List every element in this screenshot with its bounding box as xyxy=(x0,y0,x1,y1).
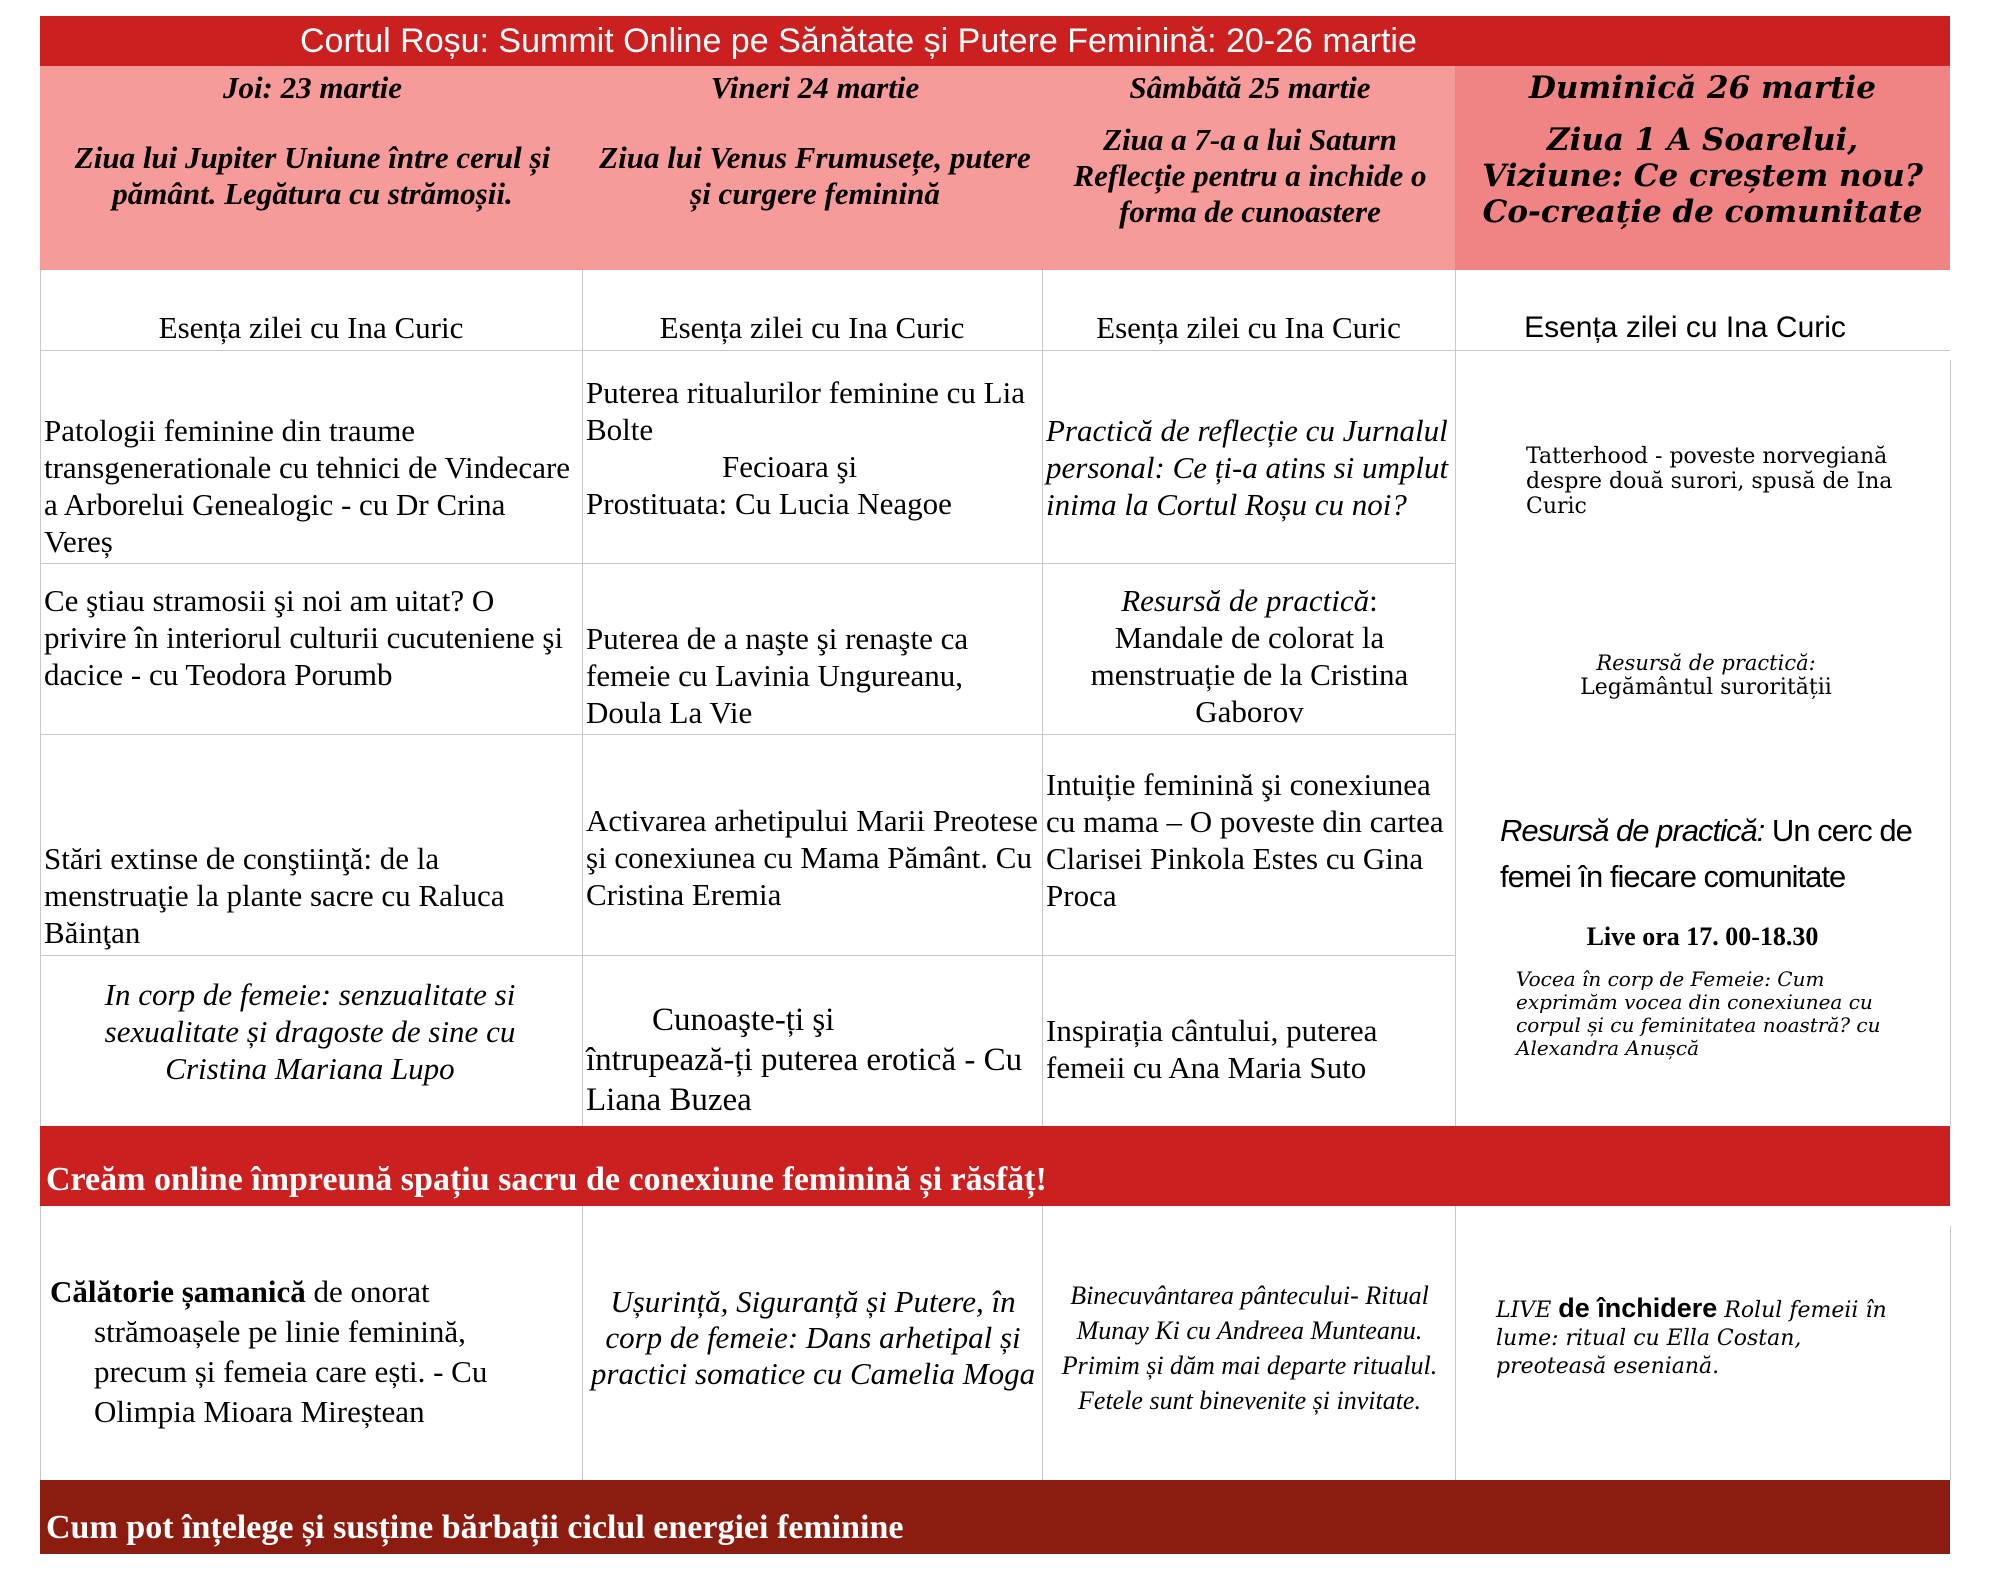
session-cerc-de-femei xyxy=(1500,808,1930,900)
session-text: Rolul femeii în lume: ritual cu Ella Costan, preoteasă eseniană. xyxy=(1496,1298,1887,1379)
session-tatterhood: Tatterhood - poveste norvegiană despre două surori, spusă de Ina Curic xyxy=(1526,444,1893,519)
session-legamantul-surorității xyxy=(1496,652,1916,700)
grid-line xyxy=(40,1206,41,1480)
session-gina-proca: Intuiție feminină şi conexiunea cu mama – O poveste din cartea Clarisei Pinkola Estes cu Gina Proca xyxy=(1046,767,1444,913)
grid-line xyxy=(40,350,1950,351)
day-header-sunday xyxy=(1455,66,1950,270)
live-time: Live ora 17. 00-18.30 xyxy=(1586,922,1819,951)
session-olimpia-mirestean xyxy=(50,1272,550,1432)
session-jurnal-personal: Practică de reflecție cu Jurnalul personal: Ce ți-a atins si umplut inima la Cortul Roșu cu noi? xyxy=(1046,413,1449,522)
session-text: : xyxy=(1369,583,1378,618)
resource-label: Resursă de practică: xyxy=(1500,813,1765,848)
session-text: de onorat strămoașele pe linie feminină, precum și femeia care ești. - Cu Olimpia Mioara Mireștean xyxy=(94,1274,488,1429)
grid-line xyxy=(40,955,1455,956)
session-cristina-eremia: Activarea arhetipului Marii Preotese şi conexiunea cu Mama Pământ. Cu Cristina Eremia xyxy=(586,803,1038,912)
banner-men-support: Cum pot înțelege și susține bărbații ciclul energiei feminine xyxy=(40,1480,1950,1554)
day-header-saturday xyxy=(1045,66,1455,270)
grid-line xyxy=(40,563,1455,564)
session-text: Mandale de colorat la menstruație de la Cristina Gaborov xyxy=(1090,620,1409,729)
session-title: de închidere xyxy=(1558,1293,1718,1323)
session-text: Prostituata: Cu Lucia Neagoe xyxy=(586,486,952,521)
session-ana-maria-suto: Inspirația cântului, puterea femeii cu Ana Maria Suto xyxy=(1046,1013,1378,1085)
session-lia-bolte-lucia-neagoe xyxy=(586,374,1040,522)
day-theme: Ziua 1 A Soarelui, Viziune: Ce creștem nou? Co-creație de comunitate xyxy=(1482,122,1923,230)
day-label: Duminică 26 martie xyxy=(1528,70,1877,106)
grid-line xyxy=(1455,270,1456,1126)
page-title: Cortul Roșu: Summit Online pe Sănătate și Putere Feminină: 20-26 martie xyxy=(40,16,1950,66)
day-header-thursday xyxy=(40,66,585,270)
resource-label: Resursă de practică: xyxy=(1596,651,1816,675)
day-theme: Ziua lui Venus Frumusețe, putere și curgere feminină xyxy=(599,140,1031,211)
essence-saturday: Esența zilei cu Ina Curic xyxy=(1096,310,1401,345)
session-cristina-lupo: In corp de femeie: senzualitate si sexualitate și dragoste de sine cu Cristina Mariana Lupo xyxy=(104,977,516,1086)
session-text: Cunoaşte-ți şi xyxy=(652,1002,835,1038)
resource-label: Resursă de practică xyxy=(1121,583,1370,618)
essence-sunday: Esența zilei cu Ina Curic xyxy=(1524,311,1846,344)
grid-line xyxy=(1950,360,1951,1126)
essence-friday: Esența zilei cu Ina Curic xyxy=(659,310,965,345)
session-text: întrupează-ți puterea erotică - Cu Liana Buzea xyxy=(586,1042,1023,1118)
grid-line xyxy=(582,1206,583,1480)
session-text: Fecioara şi xyxy=(722,449,858,484)
grid-line xyxy=(40,270,41,1126)
session-text: Un cerc de femei în fiecare comunitate xyxy=(1500,813,1912,894)
day-label: Vineri 24 martie xyxy=(710,70,920,105)
session-title: Călătorie șamanică xyxy=(50,1274,306,1309)
grid-line xyxy=(1950,1226,1951,1480)
session-lavinia-ungureanu: Puterea de a naşte şi renaşte ca femeie cu Lavinia Ungureanu, Doula La Vie xyxy=(586,621,969,730)
grid-line xyxy=(582,270,583,1126)
session-liana-buzea xyxy=(586,1000,1040,1120)
session-teodora-porumb: Ce ştiau stramosii şi noi am uitat? O privire în interiorul culturii cucuteniene şi dacice - cu Teodora Porumb xyxy=(44,583,564,692)
day-theme: Ziua a 7-a a lui Saturn Reflecție pentru a inchide o forma de cunoastere xyxy=(1073,122,1427,229)
session-ella-costan xyxy=(1496,1294,1916,1383)
essence-thursday: Esența zilei cu Ina Curic xyxy=(158,310,464,345)
session-text: Legământul surorității xyxy=(1580,675,1832,700)
day-theme: Ziua lui Jupiter Uniune între cerul și pământ. Legătura cu strămoșii. xyxy=(74,140,551,211)
session-raluca-baintan: Stări extinse de conştiinţă: de la menstruaţie la plante sacre cu Raluca Băinţan xyxy=(44,841,505,950)
day-label: Joi: 23 martie xyxy=(222,70,403,105)
session-crina-veres: Patologii feminine din traume transgenerationale cu tehnici de Vindecare a Arborelui Genealogic - cu Dr Crina Vereș xyxy=(44,413,571,559)
grid-line xyxy=(1042,270,1043,1126)
session-text: Puterea ritualurilor feminine cu Lia Bolte xyxy=(586,375,1025,447)
session-mandale-cristina-gaborov xyxy=(1046,582,1453,730)
grid-line xyxy=(40,734,1455,735)
live-label: LIVE xyxy=(1496,1298,1559,1323)
session-camelia-moga: Ușurință, Siguranță și Putere, în corp de femeie: Dans arhetipal și practici somatice cu Camelia Moga xyxy=(590,1284,1036,1391)
session-andreea-munteanu: Binecuvântarea pântecului- Ritual Munay Ki cu Andreea Munteanu. Primim și dăm mai departe ritualul. Fetele sunt binevenite și invitate. xyxy=(1061,1281,1438,1415)
session-alexandra-anusca: Vocea în corp de Femeie: Cum exprimăm vocea din conexiunea cu corpul și cu feminitatea noastră? cu Alexandra Anușcă xyxy=(1516,967,1881,1060)
grid-line xyxy=(1455,1206,1456,1480)
day-header-friday xyxy=(585,66,1045,270)
day-label: Sâmbătă 25 martie xyxy=(1129,70,1371,105)
grid-line xyxy=(1042,1206,1043,1480)
banner-sacred-space: Creăm online împreună spațiu sacru de conexiune feminină și răsfăț! xyxy=(40,1126,1950,1206)
